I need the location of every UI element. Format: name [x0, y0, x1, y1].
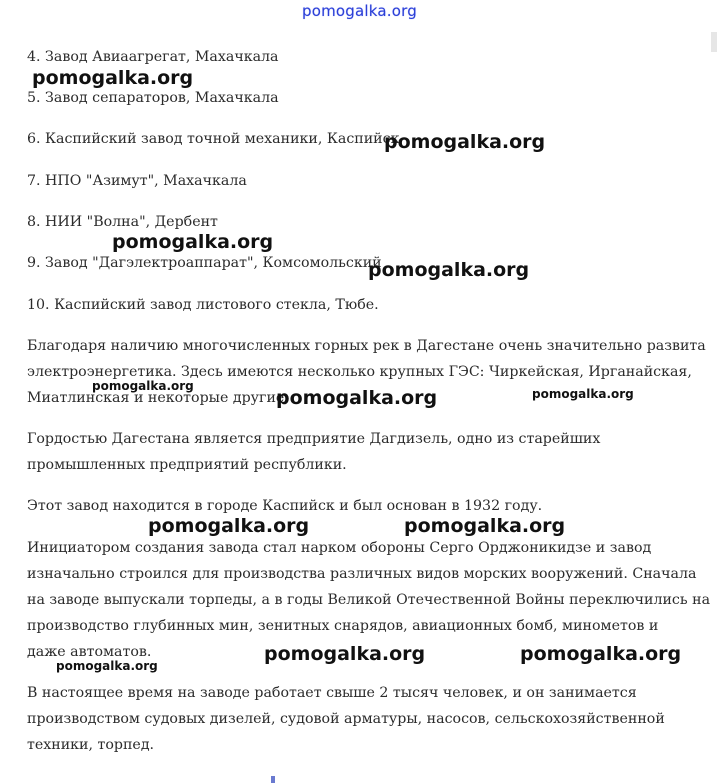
list-item: 9. Завод "Дагэлектроаппарат", Комсомольский: [27, 255, 382, 271]
watermark: pomogalka.org: [404, 515, 566, 537]
list-item: 8. НИИ "Волна", Дербент: [27, 214, 218, 230]
paragraph-line: на заводе выпускали торпеды, а в годы Великой Отечественной Войны переключились на: [27, 592, 711, 608]
watermark: pomogalka.org: [148, 515, 310, 537]
list-item: 5. Завод сепараторов, Махачкала: [27, 90, 279, 106]
paragraph-line: Миатлинская и некоторые другие.: [27, 390, 289, 406]
paragraph-line: производство глубинных мин, зенитных снарядов, авиационных бомб, минометов и: [27, 618, 659, 634]
watermark: pomogalka.org: [532, 387, 634, 401]
watermark: pomogalka.org: [92, 379, 194, 393]
watermark: pomogalka.org: [276, 387, 438, 409]
paragraph-line: даже автоматов.: [27, 644, 152, 660]
paragraph-line: промышленных предприятий республики.: [27, 457, 347, 473]
paragraph-line: техники, торпед.: [27, 737, 155, 753]
list-item: 6. Каспийский завод точной механики, Каспийск: [27, 131, 400, 147]
paragraph-line: производством судовых дизелей, судовой арматуры, насосов, сельскохозяйственной: [27, 711, 665, 727]
list-item: 7. НПО "Азимут", Махачкала: [27, 173, 247, 189]
paragraph-line: электроэнергетика. Здесь имеются несколько крупных ГЭС: Чиркейская, Ирганайская,: [27, 364, 692, 380]
paragraph-line: Этот завод находится в городе Каспийск и был основан в 1932 году.: [27, 498, 543, 514]
paragraph-line: Гордостью Дагестана является предприятие Дагдизель, одно из старейших: [27, 431, 601, 447]
watermark: pomogalka.org: [384, 131, 546, 153]
watermark: pomogalka.org: [368, 259, 530, 281]
paragraph-line: изначально строился для производства различных видов морских вооружений. Сначала: [27, 566, 697, 582]
list-item: 4. Завод Авиаагрегат, Махачкала: [27, 49, 279, 65]
paragraph-line: Благодаря наличию многочисленных горных рек в Дагестане очень значительно развита: [27, 338, 706, 354]
header-watermark: pomogalka.org: [302, 2, 417, 20]
list-item: 10. Каспийский завод листового стекла, Тюбе.: [27, 297, 379, 313]
bottom-fragment: [271, 776, 275, 783]
watermark: pomogalka.org: [520, 643, 682, 665]
paragraph-line: Инициатором создания завода стал нарком обороны Серго Орджоникидзе и завод: [27, 540, 652, 556]
watermark: pomogalka.org: [112, 231, 274, 253]
paragraph-line: В настоящее время на заводе работает свыше 2 тысяч человек, и он занимается: [27, 685, 637, 701]
watermark: pomogalka.org: [264, 643, 426, 665]
watermark: pomogalka.org: [56, 659, 158, 673]
watermark: pomogalka.org: [32, 67, 194, 89]
scrollbar-edge: [711, 32, 717, 52]
